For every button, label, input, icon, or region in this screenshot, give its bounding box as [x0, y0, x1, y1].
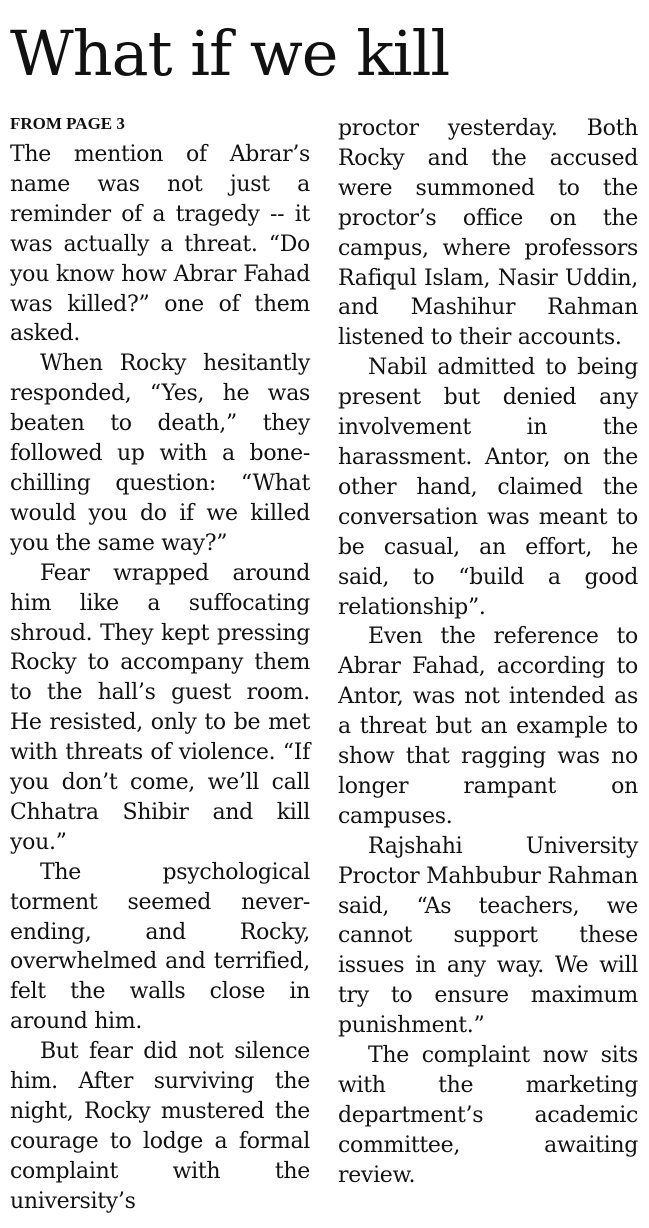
paragraph: Rajshahi University Proctor Mahbubur Rahman said, “As teachers, we cannot support these issues in any way. We will try to ensure maximum punishment.”: [338, 833, 638, 1039]
paragraph: The psychological torment seemed never-ending, and Rocky, overwhelmed and terrified, felt the walls close in around him.: [10, 859, 310, 1035]
paragraph: Fear wrapped around him like a suffocating shroud. They kept pressing Rocky to accompany them to the hall’s guest room. He resisted, only to be met with threats of violence. “If you don’t come, we’ll call Chhatra Shibir and kill you.”: [10, 560, 310, 855]
paragraph: The mention of Abrar’s name was not just a reminder of a tragedy -- it was actually a threat. “Do you know how Abrar Fahad was killed?” one of them asked.: [10, 142, 310, 347]
paragraph: Even the reference to Abrar Fahad, according to Antor, was not intended as a threat but an example to show that ragging was no longer rampant on campuses.: [338, 624, 638, 829]
paragraph: The complaint now sits with the marketing department’s academic committee, awaiting review.: [338, 1043, 638, 1188]
paragraph: When Rocky hesitantly responded, “Yes, he was beaten to death,” they followed up with a bone-chilling question: “What would you do if we killed you the same way?”: [10, 351, 310, 556]
article-column-left: [10, 112, 310, 1217]
paragraph: proctor yesterday. Both Rocky and the accused were summoned to the proctor’s office on the campus, where professors Rafiqul Islam, Nasir Uddin, and Mashihur Rahman listened to their accounts.: [338, 116, 638, 351]
paragraph: Nabil admitted to being present but denied any involvement in the harassment. Antor, on the other hand, claimed the conversation was meant to be casual, an effort, he said, to “build a good relationship”.: [338, 355, 638, 620]
headline: What if we kill: [10, 17, 450, 90]
paragraph: But fear did not silence him. After surviving the night, Rocky mustered the courage to lodge a formal complaint with the university’s: [10, 1039, 310, 1214]
continuation-kicker: FROM PAGE 3: [10, 114, 125, 133]
article-column-right: [338, 114, 638, 1191]
